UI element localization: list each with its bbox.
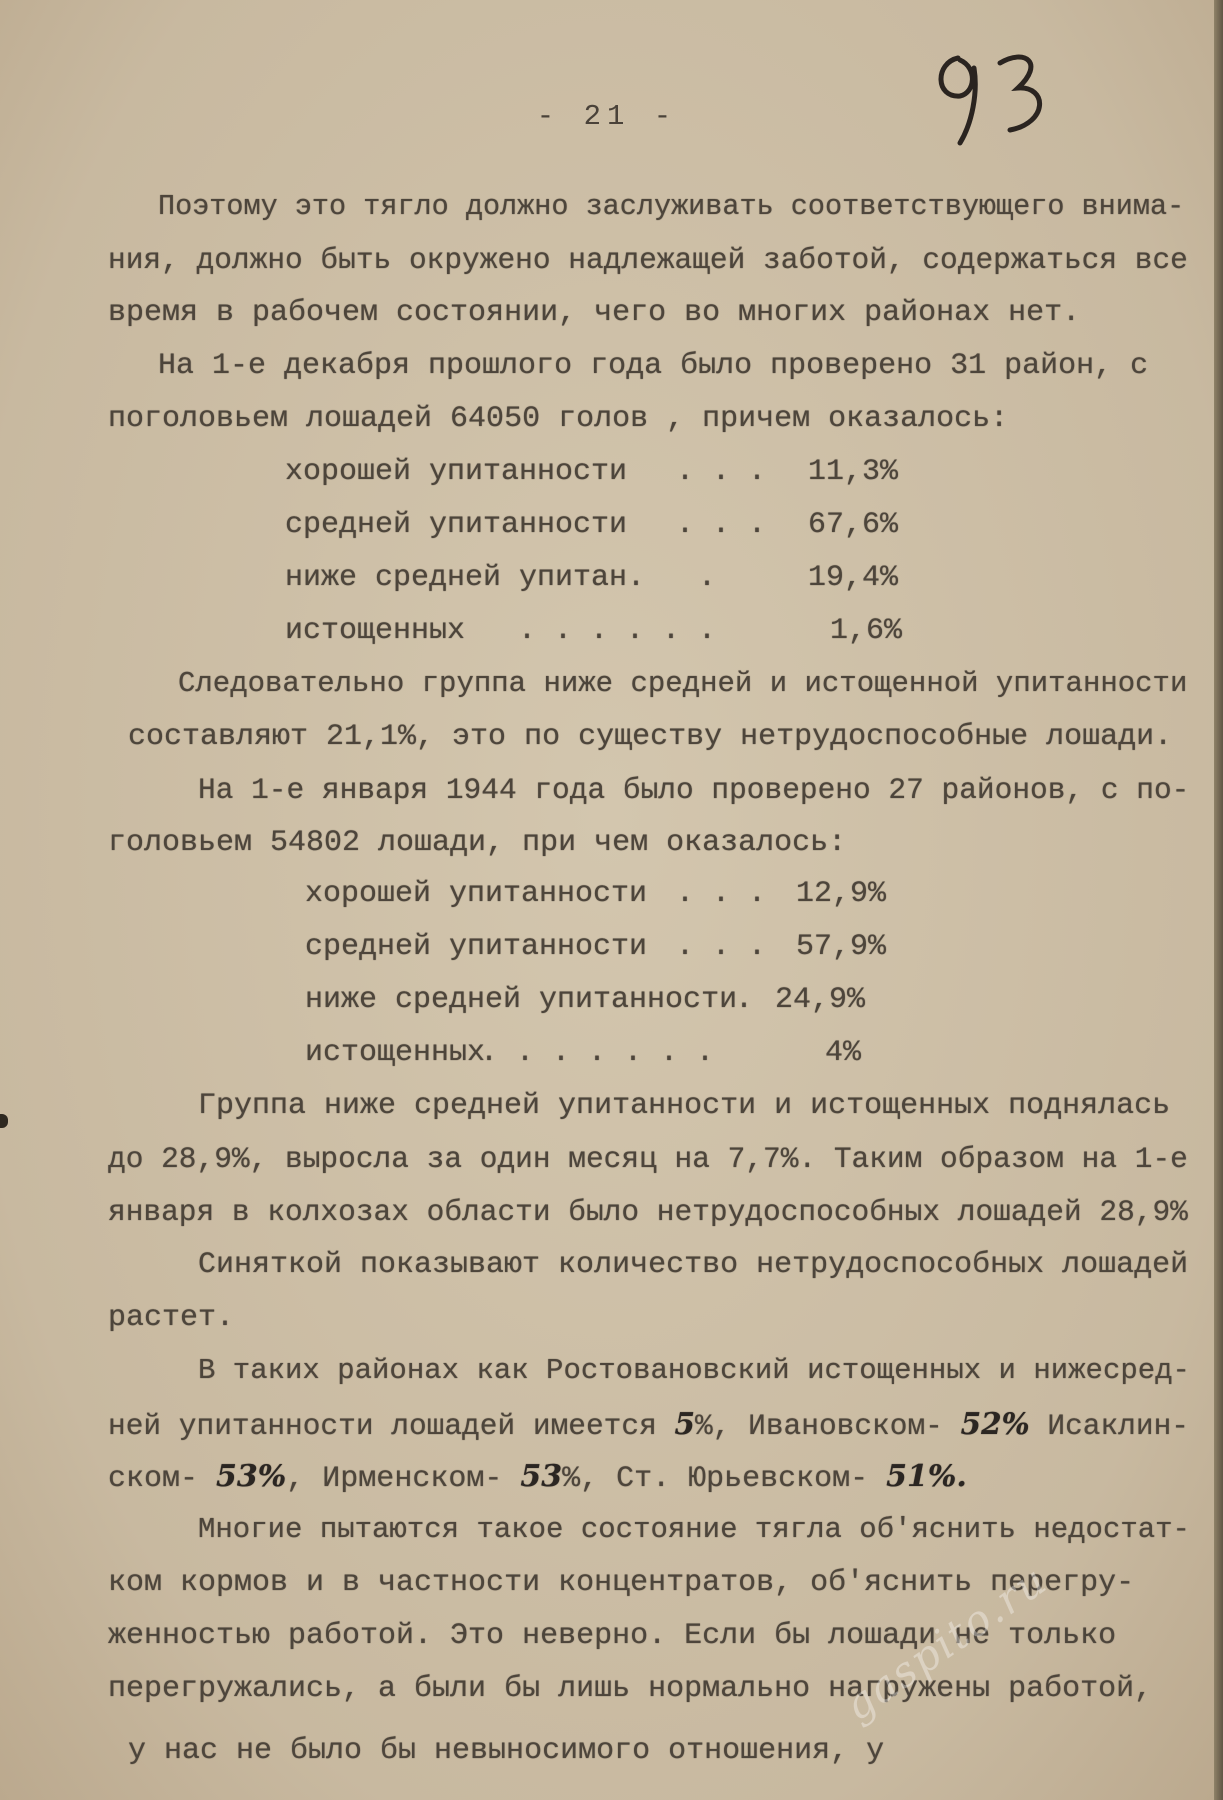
table-row-value: 12,9% (796, 877, 887, 911)
text-line: перегружались, а были бы лишь нормально нагружены работой, (108, 1672, 1153, 1706)
text-line: Группа ниже средней упитанности и истощенных поднялась (198, 1089, 1171, 1123)
table-row-label: средней упитанности (305, 930, 648, 964)
table-row-dots: . . . (676, 455, 767, 489)
table-row-value: 19,4% (808, 561, 899, 595)
text-line: составляют 21,1%, это по существу нетрудоспособные лошади. (128, 720, 1173, 754)
text-line: Многие пытаются такое состояние тягла об'яснить недостат- (198, 1513, 1190, 1546)
text-segment: ней упитанности лошадей имеется (108, 1409, 675, 1443)
handwritten-value: 53% (216, 1459, 287, 1494)
table-row-label: хорошей упитанности (285, 455, 628, 489)
handwritten-value: 53 (520, 1459, 563, 1494)
table-row-dots: . . . . . . . (480, 1036, 715, 1070)
handwritten-value: 51%. (886, 1459, 967, 1494)
text-line: В таких районах как Ростовановский истощенных и нижесред- (198, 1354, 1190, 1387)
watermark: gaspito.ru (835, 1554, 1057, 1731)
table-row-value: 24,9% (775, 983, 866, 1017)
text-line: ком кормов и в частности концентратов, об'яснить перегру- (108, 1566, 1135, 1600)
text-line: января в колхозах области было нетрудоспособных лошадей 28,9% (108, 1195, 1188, 1229)
text-line: ния, должно быть окружено надлежащей заботой, содержаться все (108, 243, 1188, 277)
handwritten-value: 5 (674, 1406, 696, 1441)
text-line: у нас не было бы невыносимого отношения, у (128, 1734, 885, 1768)
table-row-dots: . . . (676, 508, 767, 542)
text-line (108, 1407, 1189, 1443)
text-line: На 1-е декабря прошлого года было проверено 31 район, с (158, 349, 1149, 383)
table-row-dots: . . . (676, 877, 767, 911)
text-line (108, 1460, 967, 1496)
text-line: Синяткой показывают количество нетрудоспособных лошадей (198, 1248, 1189, 1282)
table-row-label: истощенных (305, 1036, 486, 1070)
table-row-label: средней упитанности (285, 508, 628, 542)
page-number: - 21 - (536, 100, 678, 133)
page-edge-shadow (1214, 0, 1223, 1800)
table-row-value: 11,3% (808, 455, 899, 489)
text-line: женностью работой. Это неверно. Если бы лошади не только (108, 1619, 1117, 1653)
handwritten-folio-number (930, 38, 1070, 158)
text-segment: Исаклин- (1029, 1409, 1189, 1443)
text-line: Следовательно группа ниже средней и истощенной упитанности (178, 667, 1188, 700)
table-row-label: истощенных (285, 614, 466, 648)
text-segment: , Ирменском- (286, 1462, 521, 1496)
text-line: Поэтому это тягло должно заслуживать соответствующего внима- (158, 190, 1185, 223)
table-row-dots: . . . . . . (518, 614, 717, 648)
text-segment: %, Ст. Юрьевском- (562, 1462, 887, 1496)
table-row-label: ниже средней упитанности (305, 983, 738, 1017)
table-row-dots: . . . (676, 930, 767, 964)
text-line: головьем 54802 лошади, при чем оказалось: (108, 826, 847, 860)
table-row-label: ниже средней упитан. (285, 561, 646, 595)
table-row-value: 67,6% (808, 508, 899, 542)
text-segment: ском- (108, 1462, 217, 1496)
text-segment: %, Ивановском- (695, 1409, 961, 1443)
text-line: На 1-е января 1944 года было проверено 27 районов, с по- (198, 773, 1190, 807)
handwritten-value: 52% (960, 1406, 1030, 1441)
text-line: время в рабочем состоянии, чего во многих районах нет. (108, 296, 1081, 330)
text-line: растет. (108, 1301, 235, 1335)
table-row-value: 4% (825, 1036, 862, 1070)
table-row-value: 1,6% (830, 614, 903, 648)
table-row-dots: . (698, 561, 717, 595)
table-row-dots: . (735, 983, 754, 1017)
table-row-label: хорошей упитанности (305, 877, 648, 911)
binding-hole (0, 1114, 8, 1128)
text-line: поголовьем лошадей 64050 голов , причем оказалось: (108, 402, 1009, 436)
table-row-value: 57,9% (796, 930, 887, 964)
text-line: до 28,9%, выросла за один месяц на 7,7%. Таким образом на 1-е (108, 1142, 1188, 1176)
